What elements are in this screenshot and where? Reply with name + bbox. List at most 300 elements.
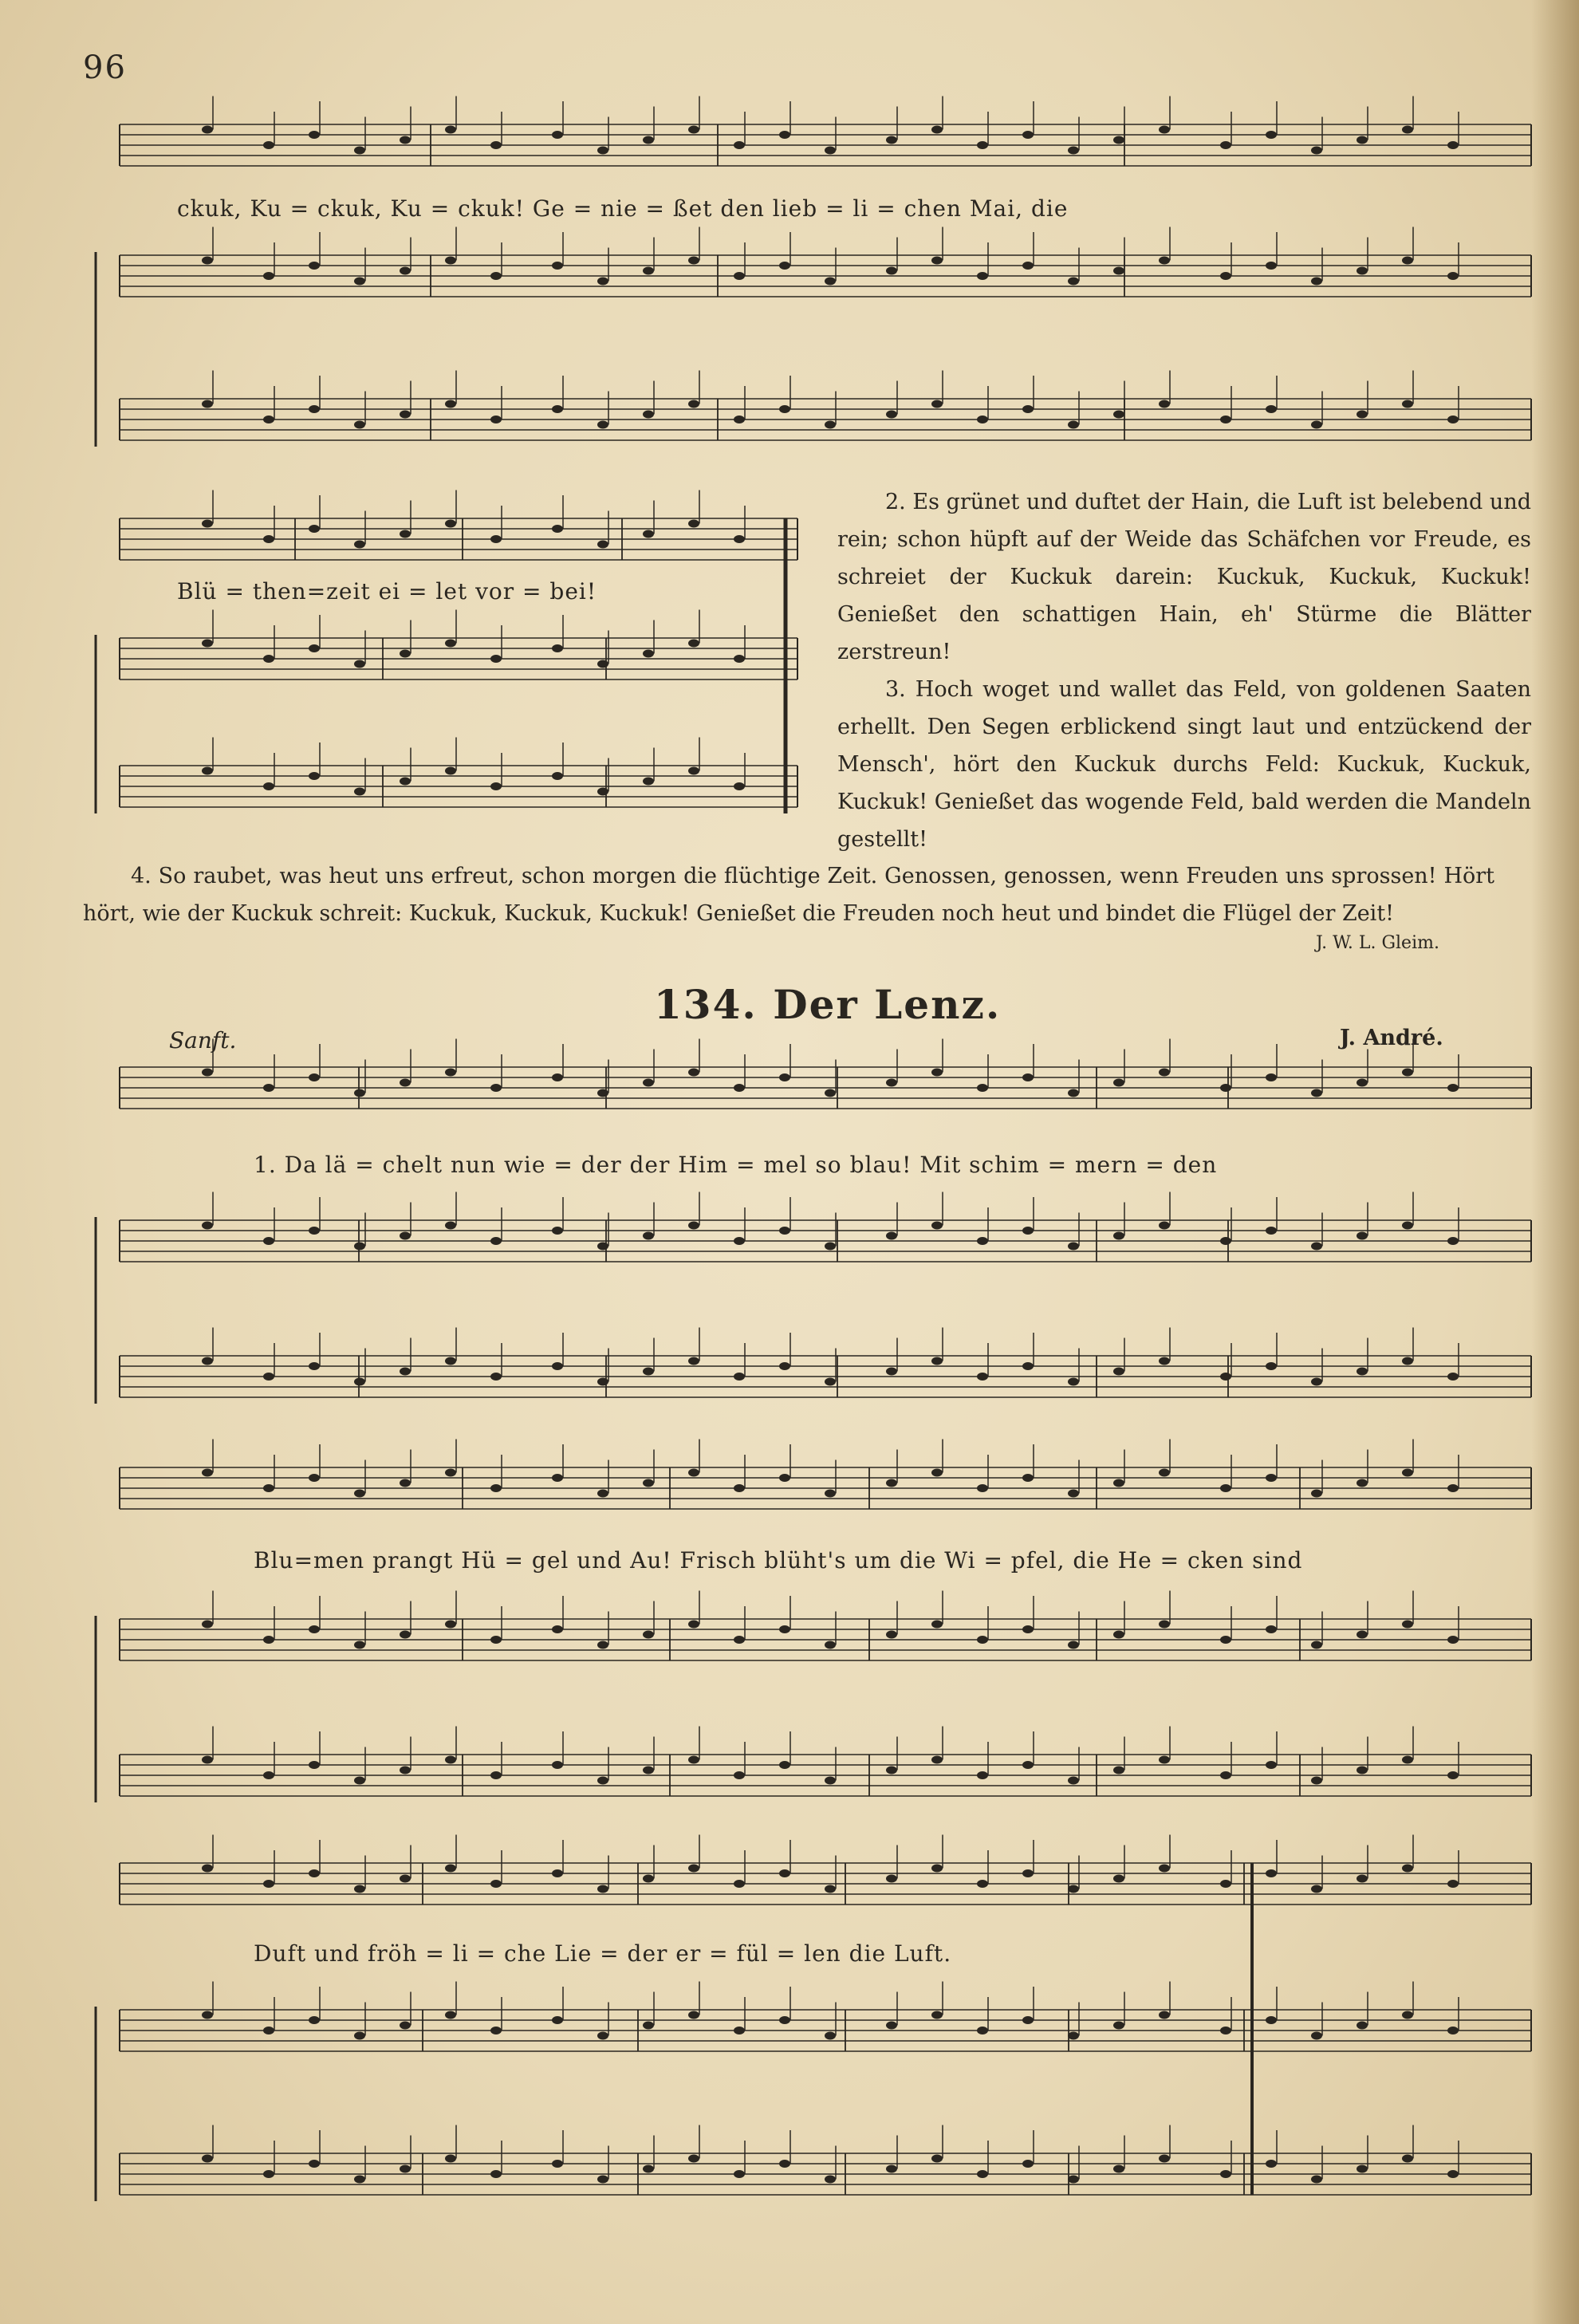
note-head	[309, 131, 320, 139]
note-head	[354, 1641, 365, 1649]
note-head	[597, 1777, 608, 1785]
note-head	[643, 530, 654, 538]
note-head	[202, 1222, 213, 1230]
note-head	[552, 131, 563, 139]
note-head	[1068, 1378, 1079, 1386]
note-head	[1447, 1237, 1459, 1245]
note-head	[263, 141, 274, 149]
note-head	[825, 1490, 836, 1498]
note-head	[1266, 1073, 1277, 1081]
note-head	[552, 1362, 563, 1370]
song-lyric-line-2: Blu=men prangt Hü = gel und Au! Frisch blüht's um die Wi = pfel, die He = cken sind	[254, 1547, 1303, 1574]
note-head	[202, 2155, 213, 2163]
note-head	[688, 126, 699, 134]
note-head	[1266, 131, 1277, 139]
note-head	[977, 272, 988, 280]
note-head	[1357, 1875, 1368, 1883]
note-head	[490, 272, 502, 280]
note-head	[688, 1621, 699, 1629]
note-head	[400, 2165, 411, 2173]
note-head	[263, 1373, 274, 1381]
note-head	[1068, 1490, 1079, 1498]
note-head	[400, 1479, 411, 1487]
note-head	[597, 278, 608, 286]
note-head	[1159, 1469, 1170, 1477]
note-head	[309, 644, 320, 652]
note-head	[931, 1865, 943, 1873]
note-head	[1113, 1631, 1124, 1639]
note-head	[263, 535, 274, 543]
song-lyric-line-3: Duft und fröh = li = che Lie = der er = fül = len die Luft.	[254, 1940, 952, 1967]
note-head	[309, 1474, 320, 1482]
note-head	[309, 2160, 320, 2168]
note-head	[886, 267, 897, 275]
note-head	[1402, 400, 1413, 408]
verse-3: 3. Hoch woget und wallet das Feld, von goldenen Saaten erhellt. Den Segen erblickend singt laut und entzückend der Mensch', hört den Kuckuk durchs Feld: Kuckuk, Kuckuk, Kuckuk! Genießet das wogende Feld, bald werden die Mandeln gestellt!	[837, 677, 1531, 852]
note-head	[400, 411, 411, 419]
note-head	[688, 640, 699, 648]
note-head	[1357, 136, 1368, 144]
note-head	[490, 2027, 502, 2034]
note-head	[552, 2160, 563, 2168]
note-head	[1113, 1875, 1124, 1883]
note-head	[1266, 2016, 1277, 2024]
note-head	[1113, 1767, 1124, 1775]
note-head	[597, 541, 608, 549]
note-head	[825, 2176, 836, 2184]
note-head	[490, 141, 502, 149]
note-head	[354, 1777, 365, 1785]
note-head	[643, 136, 654, 144]
note-head	[1402, 126, 1413, 134]
note-head	[734, 1771, 745, 1779]
note-head	[1311, 1378, 1322, 1386]
note-head	[445, 1621, 456, 1629]
composer: J. André.	[1340, 1026, 1443, 1050]
note-head	[643, 650, 654, 658]
note-head	[931, 2011, 943, 2019]
note-head	[202, 126, 213, 134]
note-head	[1159, 1069, 1170, 1077]
note-head	[931, 257, 943, 265]
note-head	[445, 257, 456, 265]
note-head	[1159, 1222, 1170, 1230]
note-head	[825, 1777, 836, 1785]
note-head	[1022, 131, 1034, 139]
note-head	[309, 405, 320, 413]
note-head	[779, 1073, 790, 1081]
note-head	[688, 257, 699, 265]
song-lyric-line-1: 1. Da lä = chelt nun wie = der der Him = mel so blau! Mit schim = mern = den	[254, 1152, 1218, 1178]
note-head	[552, 644, 563, 652]
note-head	[779, 405, 790, 413]
note-head	[1402, 1865, 1413, 1873]
note-head	[734, 1084, 745, 1092]
note-head	[1311, 147, 1322, 155]
note-head	[1357, 411, 1368, 419]
note-head	[445, 1469, 456, 1477]
note-head	[886, 136, 897, 144]
note-head	[354, 421, 365, 429]
note-head	[688, 1865, 699, 1873]
note-head	[354, 660, 365, 668]
note-head	[263, 1880, 274, 1888]
note-head	[445, 1222, 456, 1230]
note-head	[1113, 2022, 1124, 2030]
note-head	[597, 1885, 608, 1893]
note-head	[1266, 1227, 1277, 1235]
note-head	[977, 1636, 988, 1644]
note-head	[1266, 1362, 1277, 1370]
note-head	[445, 126, 456, 134]
note-head	[1068, 1777, 1079, 1785]
note-head	[931, 1357, 943, 1365]
tempo-marking: Sanft.	[169, 1027, 237, 1054]
note-head	[1220, 1880, 1231, 1888]
note-head	[309, 1227, 320, 1235]
note-head	[734, 141, 745, 149]
note-head	[734, 782, 745, 790]
note-head	[1022, 405, 1034, 413]
note-head	[1220, 141, 1231, 149]
note-head	[490, 535, 502, 543]
note-head	[552, 1761, 563, 1769]
note-head	[825, 1089, 836, 1097]
note-head	[354, 1243, 365, 1251]
note-head	[1022, 2160, 1034, 2168]
verse-4: 4. So raubet, was heut uns erfreut, schon morgen die flüchtige Zeit. Genossen, genossen, wenn Freuden uns sprossen! Hört hört, wie der Kuckuk schreit: Kuckuk, Kuckuk, Kuckuk! Genießet die Freuden noch heut und bindet die Flügel der Zeit!	[83, 864, 1494, 926]
note-head	[202, 767, 213, 775]
note-head	[643, 1479, 654, 1487]
note-head	[825, 1885, 836, 1893]
note-head	[1068, 278, 1079, 286]
note-head	[886, 411, 897, 419]
note-head	[354, 788, 365, 796]
note-head	[1447, 2027, 1459, 2034]
note-head	[1159, 1865, 1170, 1873]
note-head	[779, 1761, 790, 1769]
note-head	[202, 257, 213, 265]
note-head	[1357, 1079, 1368, 1087]
note-head	[643, 1875, 654, 1883]
note-head	[263, 2027, 274, 2034]
note-head	[309, 772, 320, 780]
note-head	[354, 1885, 365, 1893]
note-head	[779, 1625, 790, 1633]
note-head	[263, 272, 274, 280]
note-head	[643, 267, 654, 275]
note-head	[1022, 1073, 1034, 1081]
note-head	[1068, 147, 1079, 155]
note-head	[1022, 1227, 1034, 1235]
note-head	[825, 2032, 836, 2040]
note-head	[688, 1357, 699, 1365]
note-head	[688, 767, 699, 775]
note-head	[977, 1771, 988, 1779]
note-head	[309, 525, 320, 533]
note-head	[1311, 278, 1322, 286]
song-number: 134.	[654, 981, 758, 1028]
note-head	[1447, 1880, 1459, 1888]
note-head	[1068, 2176, 1079, 2184]
note-head	[1113, 1479, 1124, 1487]
note-head	[354, 147, 365, 155]
note-head	[1447, 1636, 1459, 1644]
note-head	[400, 267, 411, 275]
note-head	[1068, 1885, 1079, 1893]
note-head	[202, 1069, 213, 1077]
note-head	[202, 1621, 213, 1629]
note-head	[1447, 141, 1459, 149]
note-head	[1159, 2155, 1170, 2163]
note-head	[1068, 421, 1079, 429]
note-head	[1113, 2165, 1124, 2173]
note-head	[445, 640, 456, 648]
note-head	[977, 1484, 988, 1492]
note-head	[734, 2170, 745, 2178]
lyric-line-2: Blü = then=zeit ei = let vor = bei!	[177, 578, 597, 605]
note-head	[1447, 1484, 1459, 1492]
note-head	[490, 1636, 502, 1644]
note-head	[1022, 1869, 1034, 1877]
note-head	[202, 1357, 213, 1365]
note-head	[552, 1625, 563, 1633]
note-head	[400, 1232, 411, 1240]
note-head	[552, 1869, 563, 1877]
song-title	[654, 981, 1001, 1028]
note-head	[1311, 1243, 1322, 1251]
note-head	[445, 400, 456, 408]
note-head	[643, 1079, 654, 1087]
note-head	[597, 788, 608, 796]
note-head	[1311, 421, 1322, 429]
note-head	[779, 2016, 790, 2024]
note-head	[202, 400, 213, 408]
note-head	[263, 1636, 274, 1644]
note-head	[552, 1474, 563, 1482]
note-head	[931, 1621, 943, 1629]
note-head	[1357, 1631, 1368, 1639]
note-head	[779, 131, 790, 139]
note-head	[977, 141, 988, 149]
note-head	[825, 147, 836, 155]
note-head	[977, 2027, 988, 2034]
note-head	[643, 778, 654, 786]
verse-2: 2. Es grünet und duftet der Hain, die Luft ist belebend und rein; schon hüpft auf der Weide das Schäfchen vor Freude, es schreiet der Kuckuk darein: Kuckuk, Kuckuk, Kuckuk! Genießet den schattigen Hain, eh' Stürme die Blätter zerstreun!	[837, 490, 1531, 664]
note-head	[309, 1869, 320, 1877]
poet-attribution: J. W. L. Gleim.	[1316, 933, 1439, 953]
note-head	[643, 1232, 654, 1240]
note-head	[1266, 1761, 1277, 1769]
note-head	[1311, 1089, 1322, 1097]
note-head	[779, 1474, 790, 1482]
note-head	[1402, 2155, 1413, 2163]
note-head	[779, 262, 790, 270]
note-head	[1357, 1368, 1368, 1376]
note-head	[931, 1222, 943, 1230]
note-head	[309, 1761, 320, 1769]
note-head	[688, 2011, 699, 2019]
note-head	[1022, 262, 1034, 270]
note-head	[734, 1484, 745, 1492]
note-head	[445, 2155, 456, 2163]
note-head	[445, 1756, 456, 1764]
note-head	[1402, 1357, 1413, 1365]
note-head	[1266, 1869, 1277, 1877]
note-head	[886, 1368, 897, 1376]
note-head	[1402, 257, 1413, 265]
note-head	[734, 2027, 745, 2034]
note-head	[779, 1869, 790, 1877]
note-head	[1447, 1084, 1459, 1092]
note-head	[597, 1378, 608, 1386]
note-head	[490, 1771, 502, 1779]
note-head	[734, 1237, 745, 1245]
note-head	[886, 1631, 897, 1639]
note-head	[309, 2016, 320, 2024]
note-head	[309, 262, 320, 270]
note-head	[1357, 1767, 1368, 1775]
note-head	[1447, 1771, 1459, 1779]
note-head	[1447, 272, 1459, 280]
note-head	[263, 655, 274, 663]
note-head	[886, 1232, 897, 1240]
note-head	[263, 416, 274, 423]
note-head	[886, 1767, 897, 1775]
note-head	[1220, 1636, 1231, 1644]
note-head	[734, 1373, 745, 1381]
note-head	[263, 1237, 274, 1245]
note-head	[490, 416, 502, 423]
note-head	[1402, 1756, 1413, 1764]
note-head	[886, 1875, 897, 1883]
note-head	[552, 262, 563, 270]
note-head	[886, 1079, 897, 1087]
note-head	[1220, 2170, 1231, 2178]
note-head	[400, 1368, 411, 1376]
note-head	[263, 1084, 274, 1092]
note-head	[400, 1767, 411, 1775]
note-head	[1447, 416, 1459, 423]
note-head	[400, 778, 411, 786]
note-head	[688, 520, 699, 528]
note-head	[552, 772, 563, 780]
note-head	[1113, 1232, 1124, 1240]
note-head	[309, 1362, 320, 1370]
note-head	[1220, 1373, 1231, 1381]
note-head	[1311, 1777, 1322, 1785]
note-head	[1357, 1479, 1368, 1487]
note-head	[1022, 1362, 1034, 1370]
note-head	[825, 421, 836, 429]
note-head	[688, 1069, 699, 1077]
note-head	[643, 411, 654, 419]
note-head	[490, 1084, 502, 1092]
note-head	[1220, 416, 1231, 423]
note-head	[354, 278, 365, 286]
note-head	[445, 1357, 456, 1365]
note-head	[931, 2155, 943, 2163]
note-head	[202, 1865, 213, 1873]
note-head	[1159, 400, 1170, 408]
note-head	[1402, 1621, 1413, 1629]
note-head	[597, 1089, 608, 1097]
note-head	[1266, 1474, 1277, 1482]
note-head	[400, 1079, 411, 1087]
note-head	[1311, 1490, 1322, 1498]
note-head	[552, 1073, 563, 1081]
note-head	[202, 640, 213, 648]
note-head	[1447, 1373, 1459, 1381]
note-head	[1159, 2011, 1170, 2019]
note-head	[490, 1484, 502, 1492]
note-head	[1022, 1625, 1034, 1633]
note-head	[1311, 1885, 1322, 1893]
note-head	[931, 1469, 943, 1477]
note-head	[1266, 262, 1277, 270]
note-head	[643, 2022, 654, 2030]
note-head	[202, 2011, 213, 2019]
note-head	[490, 1880, 502, 1888]
note-head	[1068, 1243, 1079, 1251]
note-head	[1113, 267, 1124, 275]
note-head	[597, 1490, 608, 1498]
note-head	[1266, 1625, 1277, 1633]
note-head	[597, 2176, 608, 2184]
note-head	[400, 136, 411, 144]
note-head	[552, 405, 563, 413]
note-head	[688, 400, 699, 408]
note-head	[1357, 267, 1368, 275]
note-head	[202, 1469, 213, 1477]
note-head	[1113, 136, 1124, 144]
note-head	[643, 2165, 654, 2173]
note-head	[400, 530, 411, 538]
lyric-line-1: ckuk, Ku = ckuk, Ku = ckuk! Ge = nie = ßet den lieb = li = chen Mai, die	[177, 195, 1069, 222]
note-head	[1113, 1368, 1124, 1376]
note-head	[1266, 405, 1277, 413]
note-head	[734, 272, 745, 280]
verse-block-2-3	[837, 483, 1531, 858]
song-title-text: Der Lenz.	[773, 981, 1002, 1028]
note-head	[1311, 2176, 1322, 2184]
note-head	[886, 2165, 897, 2173]
note-head	[977, 1373, 988, 1381]
note-head	[1159, 257, 1170, 265]
note-head	[354, 1378, 365, 1386]
note-head	[688, 1756, 699, 1764]
note-head	[1113, 411, 1124, 419]
note-head	[1068, 1641, 1079, 1649]
note-head	[1022, 1761, 1034, 1769]
note-head	[490, 1237, 502, 1245]
note-head	[734, 1880, 745, 1888]
note-head	[977, 416, 988, 423]
note-head	[931, 1756, 943, 1764]
note-head	[263, 1771, 274, 1779]
note-head	[1402, 1469, 1413, 1477]
note-head	[1159, 1756, 1170, 1764]
note-head	[734, 655, 745, 663]
note-head	[1068, 2032, 1079, 2040]
note-head	[1447, 2170, 1459, 2178]
note-head	[354, 1089, 365, 1097]
note-head	[400, 650, 411, 658]
note-head	[779, 1362, 790, 1370]
note-head	[490, 655, 502, 663]
note-head	[931, 400, 943, 408]
note-head	[825, 1641, 836, 1649]
